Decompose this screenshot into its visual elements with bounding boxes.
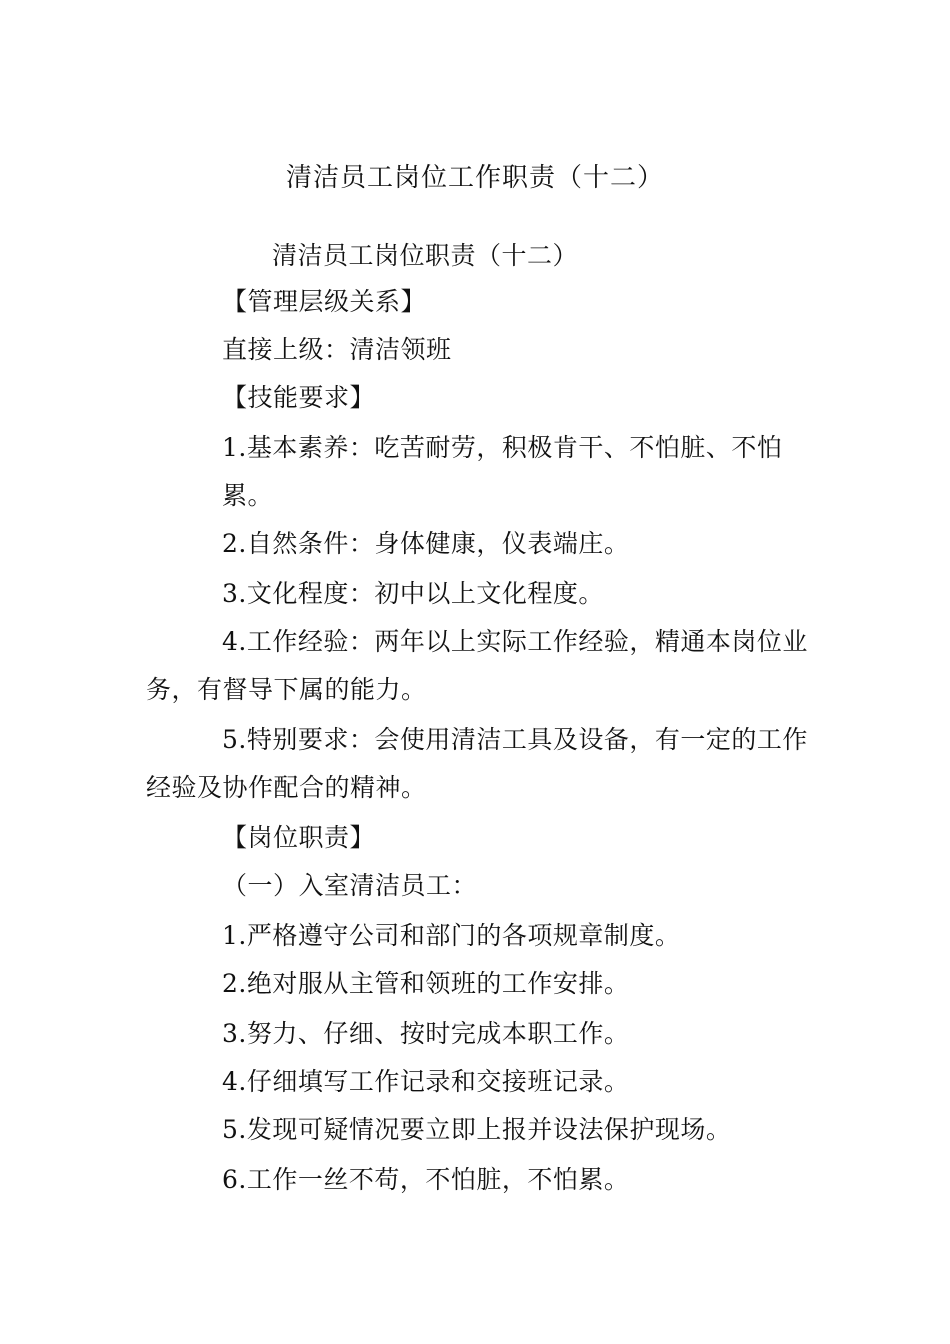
paragraph-line: 经验及协作配合的精神。	[146, 773, 427, 802]
paragraph-line: 4.工作经验：两年以上实际工作经验，精通本岗位业	[222, 627, 808, 656]
list-item: 5.发现可疑情况要立即上报并设法保护现场。	[222, 1115, 732, 1144]
subsection-heading: （一）入室清洁员工：	[222, 871, 478, 900]
paragraph-line: 2.自然条件：身体健康，仪表端庄。	[222, 529, 630, 558]
section-heading-duties: 【岗位职责】	[222, 823, 376, 852]
list-item: 2.绝对服从主管和领班的工作安排。	[222, 969, 630, 998]
paragraph-line: 直接上级：清洁领班	[222, 335, 452, 364]
section-heading-skills: 【技能要求】	[222, 383, 376, 412]
paragraph-line: 3.文化程度：初中以上文化程度。	[222, 579, 604, 608]
document-subtitle: 清洁员工岗位职责（十二）	[272, 241, 579, 270]
document-title: 清洁员工岗位工作职责（十二）	[285, 163, 664, 193]
list-item: 4.仔细填写工作记录和交接班记录。	[222, 1067, 630, 1096]
paragraph-line: 1.基本素养：吃苦耐劳，积极肯干、不怕脏、不怕	[222, 433, 783, 462]
paragraph-line: 累。	[222, 481, 274, 510]
paragraph-line: 5.特别要求：会使用清洁工具及设备，有一定的工作	[222, 725, 808, 754]
list-item: 3.努力、仔细、按时完成本职工作。	[222, 1019, 630, 1048]
list-item: 6.工作一丝不苟，不怕脏，不怕累。	[222, 1165, 630, 1194]
section-heading-management: 【管理层级关系】	[222, 287, 427, 316]
paragraph-line: 务，有督导下属的能力。	[146, 675, 427, 704]
list-item: 1.严格遵守公司和部门的各项规章制度。	[222, 921, 681, 950]
